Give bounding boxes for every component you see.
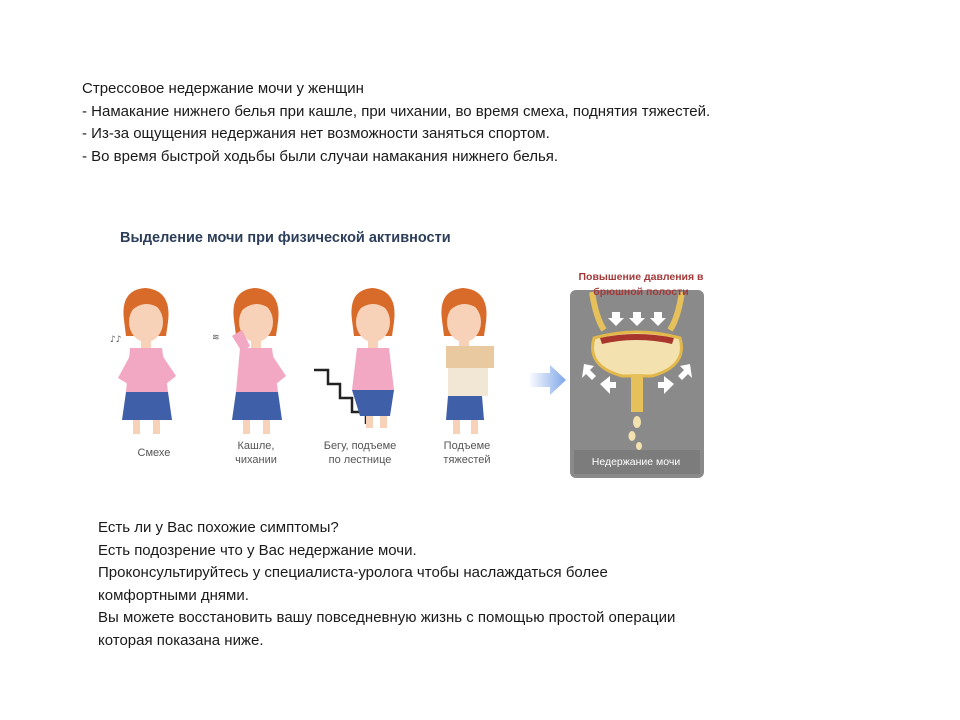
- pressure-label: Повышение давления в брюшной полости: [578, 271, 704, 298]
- outro-line: комфортными днями.: [98, 586, 249, 604]
- caption-stairs: Бегу, подъеме по лестнице: [323, 440, 397, 466]
- caption-coughing: Кашле, чихании: [235, 440, 277, 466]
- svg-text:≋: ≋: [212, 333, 220, 343]
- woman-laughing-figure: [110, 288, 176, 434]
- intro-line: - Во время быстрой ходьбы были случаи намакания нижнего белья.: [82, 147, 559, 165]
- arrow-right-icon: [528, 365, 566, 395]
- outro-text: [98, 517, 675, 652]
- outro-line: Проконсультируйтесь у специалиста-уролога чтобы наслаждаться более: [98, 564, 608, 581]
- incontinence-label: Недержание мочи: [591, 456, 681, 468]
- caption-laughing: Смехе: [137, 447, 171, 459]
- caption-lifting: Подъеме тяжестей: [443, 440, 491, 466]
- svg-text:♪♪: ♪♪: [110, 335, 122, 345]
- outro-line: Вы можете восстановить вашу повседневную жизнь с помощью простой операции: [98, 609, 676, 626]
- outro-line: Есть ли у Вас похожие симптомы?: [98, 519, 339, 536]
- intro-line: - Из-за ощущения недержания нет возможности заняться спортом.: [82, 125, 550, 142]
- woman-stairs-figure: [314, 288, 395, 428]
- outro-line: которая показана ниже.: [98, 631, 264, 649]
- outro-line: Есть подозрение что у Вас недержание мочи.: [98, 541, 417, 559]
- woman-coughing-figure: [212, 288, 286, 434]
- intro-heading: Стрессовое недержание мочи у женщин: [82, 80, 364, 97]
- illustration-title: Выделение мочи при физической активности: [120, 230, 451, 246]
- woman-lifting-figure: [441, 288, 494, 434]
- bladder-diagram: [570, 290, 704, 478]
- intro-line: - Намакание нижнего белья при кашле, при чихании, во время смеха, поднятия тяжестей.: [82, 102, 711, 120]
